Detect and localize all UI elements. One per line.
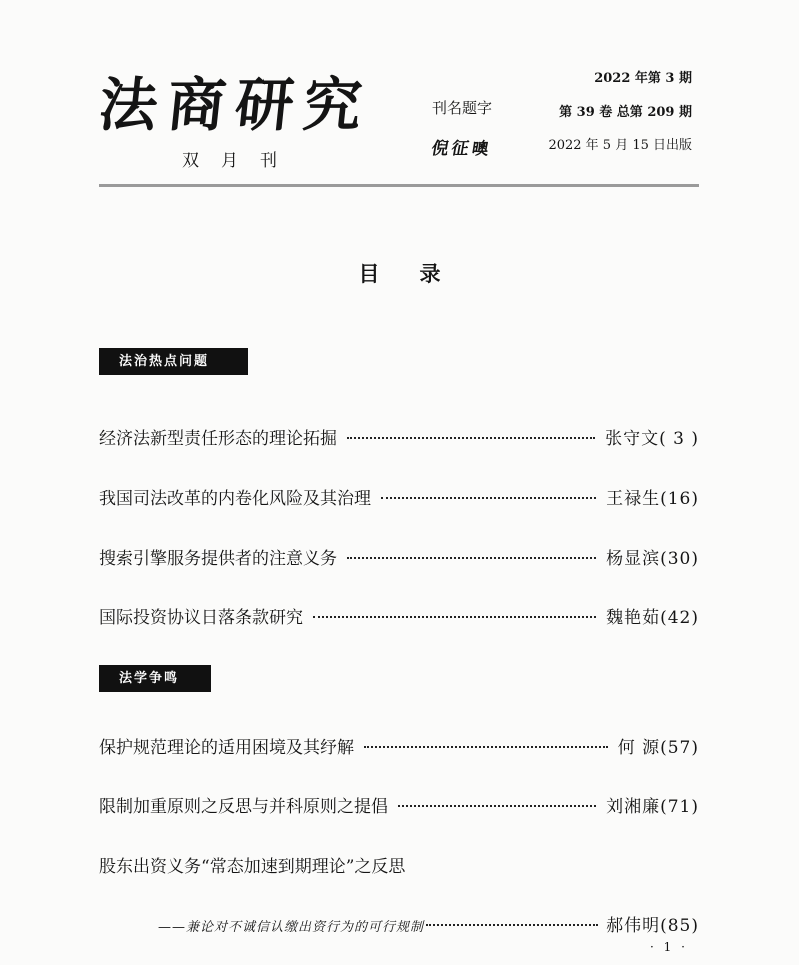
entry-title: 保护规范理论的适用困境及其纾解 bbox=[99, 738, 354, 758]
dot-leader bbox=[364, 746, 608, 748]
entry-title: 搜索引擎服务提供者的注意义务 bbox=[99, 549, 337, 569]
toc-entry-title[interactable]: 股东出资义务“常态加速到期理论”之反思 bbox=[99, 857, 406, 877]
toc-entry[interactable] bbox=[99, 792, 699, 817]
entry-title: 限制加重原则之反思与并科原则之提倡 bbox=[99, 797, 388, 817]
dot-leader bbox=[347, 437, 595, 439]
toc-entry[interactable] bbox=[99, 484, 699, 509]
entry-author-page: 刘湘廉(71) bbox=[606, 797, 699, 817]
inscription-label: 刊名题字 bbox=[432, 99, 493, 117]
issue-volume: 第 39 卷 总第 209 期 bbox=[559, 105, 692, 120]
dot-leader bbox=[381, 497, 596, 499]
publication-date: 2022 年 5 月 15 日出版 bbox=[548, 138, 692, 153]
toc-entry-subtitle-line[interactable] bbox=[158, 911, 699, 936]
issue-number: 2022 年第 3 期 bbox=[594, 71, 692, 86]
entry-author-page: 郝伟明(85) bbox=[606, 916, 699, 936]
toc-heading: 目录 bbox=[358, 261, 481, 286]
section-label-debates: 法学争鸣 bbox=[99, 665, 211, 692]
toc-entry[interactable] bbox=[99, 424, 699, 449]
dot-leader bbox=[313, 616, 596, 618]
entry-author-page: 张守文( 3 ) bbox=[605, 429, 699, 449]
section-label-hot-topics: 法治热点问题 bbox=[99, 348, 248, 375]
entry-subtitle: ——兼论对不诚信认缴出资行为的可行规制 bbox=[158, 920, 425, 935]
entry-author-page: 何 源(57) bbox=[617, 738, 699, 758]
toc-entry[interactable] bbox=[99, 603, 699, 628]
masthead-title: 法商研究 bbox=[95, 71, 376, 139]
toc-entry[interactable] bbox=[99, 544, 699, 569]
page-number: · 1 · bbox=[650, 940, 688, 954]
dot-leader bbox=[426, 924, 598, 926]
entry-author-page: 魏艳茹(42) bbox=[606, 608, 699, 628]
header-rule bbox=[99, 184, 699, 187]
entry-author-page: 杨显滨(30) bbox=[606, 549, 699, 569]
dot-leader bbox=[398, 805, 596, 807]
toc-entry[interactable] bbox=[99, 733, 699, 758]
entry-title: 国际投资协议日落条款研究 bbox=[99, 608, 303, 628]
masthead-subtitle: 双月刊 bbox=[182, 151, 299, 171]
entry-author-page: 王禄生(16) bbox=[606, 489, 699, 509]
entry-title: 经济法新型责任形态的理论拓掘 bbox=[99, 429, 337, 449]
inscription-signature: 倪征𣋉 bbox=[429, 139, 494, 159]
dot-leader bbox=[347, 557, 596, 559]
entry-title: 我国司法改革的内卷化风险及其治理 bbox=[99, 489, 371, 509]
